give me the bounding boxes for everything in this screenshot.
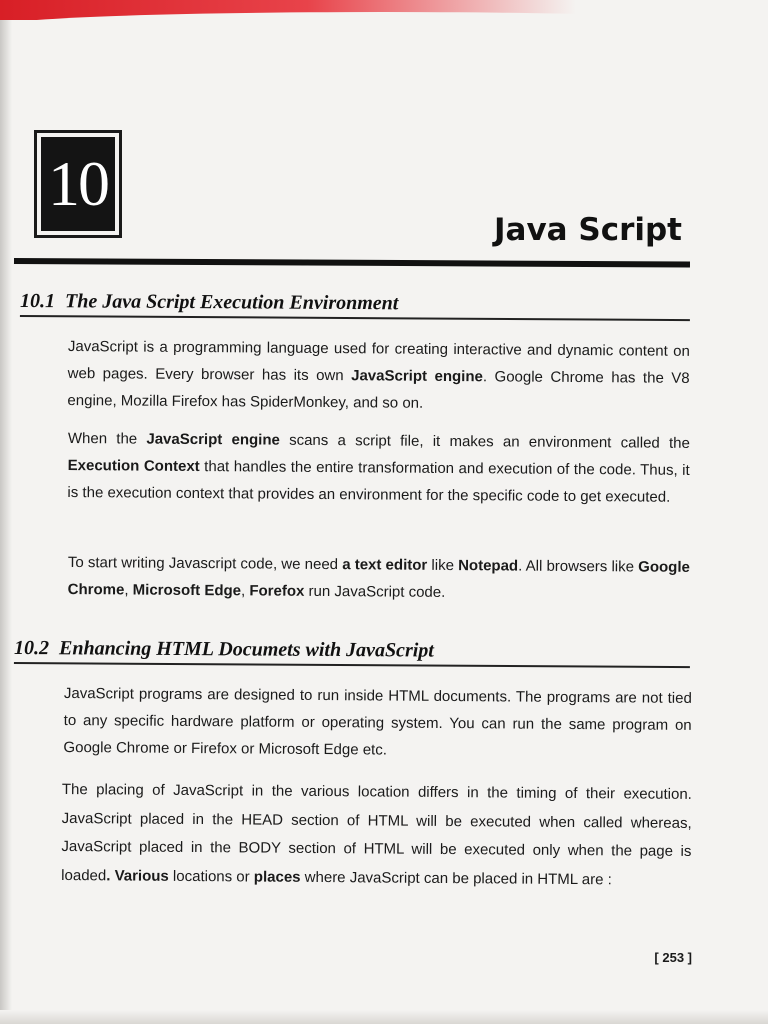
paragraph-html-documents: JavaScript programs are designed to run inside HTML documents. The programs are not tied to any specific hardware platform or operating system. You can run the same program on Google Chrome or Firefox or Microsoft Edge etc. [63, 684, 692, 759]
bold-term: Microsoft Edge [132, 581, 242, 600]
paragraph-text-editor [68, 549, 690, 608]
bold-term: JavaScript engine [146, 430, 280, 449]
section-heading-10-1 [20, 290, 690, 321]
bold-term: Google Chrome [67, 558, 690, 599]
page-number: [ 253 ] [654, 950, 692, 965]
text-run: JavaScript is a programming language used for creating interactive and dynamic content on web pages. Every browser has its own [67, 337, 690, 385]
section-heading-10-2 [14, 637, 690, 668]
text-run: that handles the entire transformation and execution of the code. Thus, it is the execution context that provides an environment for the specific code to get executed. [67, 458, 690, 506]
section-number: 10.1 [19, 290, 56, 313]
text-run: run JavaScript code. [304, 582, 446, 601]
bold-term: places [253, 868, 301, 886]
text-run: , [240, 582, 250, 600]
page-bottom-edge [0, 1010, 768, 1024]
bold-term: JavaScript engine [351, 367, 483, 386]
chapter-number-box [34, 130, 122, 238]
chapter-divider [14, 258, 690, 268]
section-title: The Java Script Execution Environment [64, 290, 399, 315]
text-run: The placing of JavaScript in the various location differs in the timing of their execution. JavaScript placed in the HEAD section of HTML will be executed when called whereas, JavaScript placed in the BODY section of HTML will be executed only when the page is loaded [61, 780, 692, 884]
text-run: like [427, 556, 459, 575]
bold-term: . Various [106, 866, 169, 885]
text-run: scans a script file, it makes an environment called the [279, 431, 690, 452]
text-run: To start writing Javascript code, we need [67, 553, 343, 574]
bold-term: Forefox [249, 582, 305, 600]
text-run: . Google Chrome has the V8 engine, Mozilla Firefox has SpiderMonkey, and so on. [67, 368, 690, 412]
chapter-number: 10 [41, 137, 115, 231]
text-run: . All browsers like [518, 557, 639, 576]
paragraph-js-intro [67, 333, 690, 419]
text-run: , [124, 581, 133, 599]
bold-term: Execution Context [67, 456, 200, 476]
page-binding-shadow [0, 20, 12, 1024]
bold-term: a text editor [342, 556, 428, 574]
text-run: locations or [168, 867, 254, 886]
text-run: where JavaScript can be placed in HTML are : [300, 868, 612, 888]
section-number: 10.2 [13, 637, 50, 660]
paragraph-execution-context [67, 425, 690, 511]
section-title: Enhancing HTML Documets with JavaScript [58, 637, 434, 662]
chapter-title: Java Script [494, 212, 682, 248]
paragraph-placement [61, 776, 692, 895]
page-top-edge [0, 0, 768, 20]
text-run: When the [67, 429, 147, 448]
bold-term: Notepad [458, 557, 519, 575]
